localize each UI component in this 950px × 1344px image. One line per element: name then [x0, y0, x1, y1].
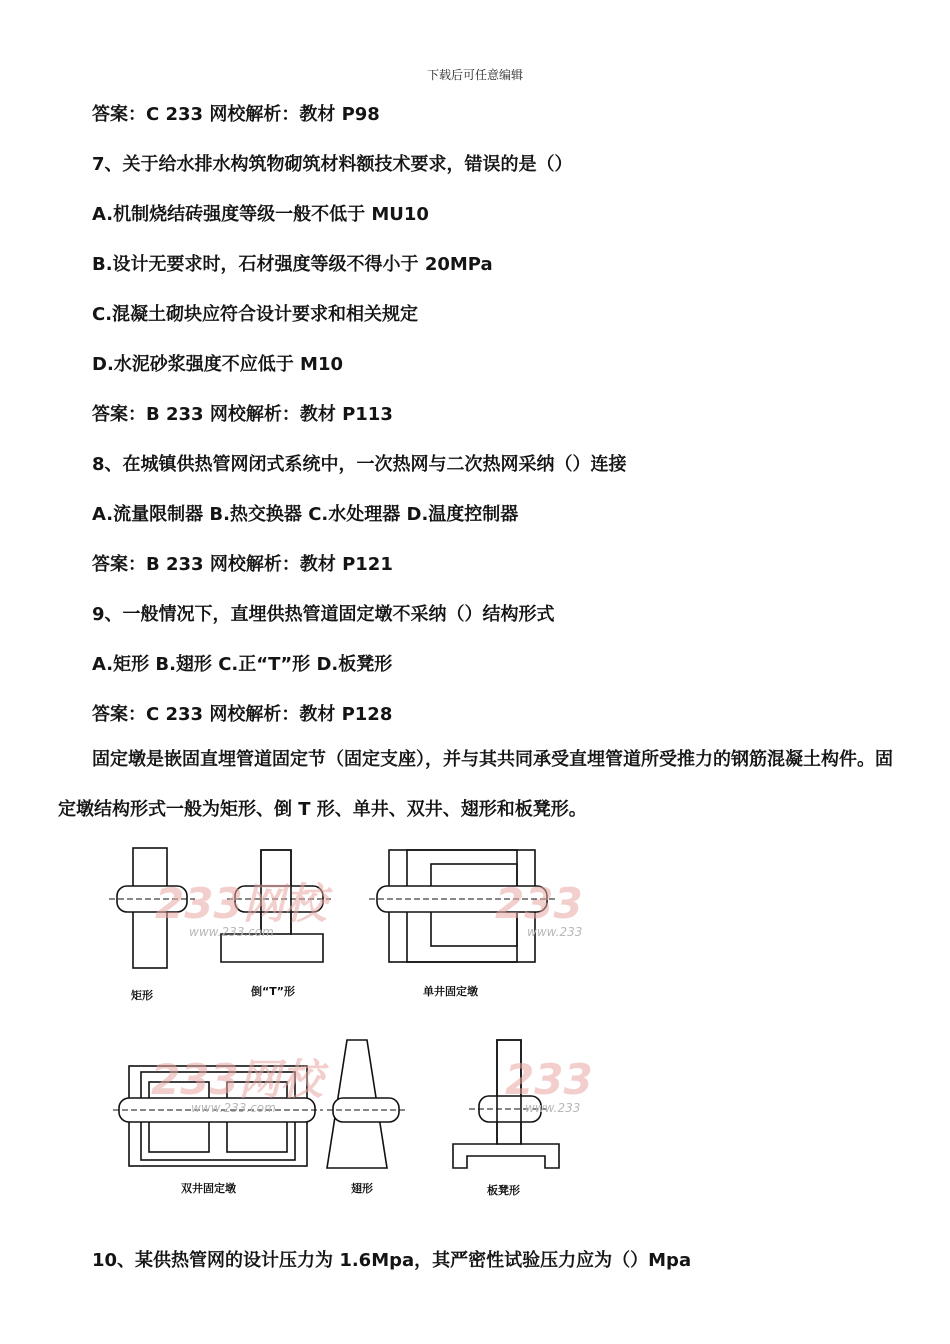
- label-double-well: 双井固定墩: [181, 1182, 236, 1195]
- watermark-url-1: www.233.com: [189, 925, 274, 939]
- question-9-options: A.矩形 B.翅形 C.正“T”形 D.板凳形: [92, 654, 393, 675]
- question-7-option-c: C.混凝土砌块应符合设计要求和相关规定: [92, 304, 419, 325]
- answer-9: 答案：C 233 网校解析：教材 P128: [92, 704, 393, 725]
- question-7-option-d: D.水泥砂浆强度不应低于 M10: [92, 354, 344, 375]
- header-note: 下载后可任意编辑: [426, 68, 523, 82]
- label-inv-t: 倒“T”形: [251, 985, 295, 998]
- watermark-url-3: www.233.com: [191, 1101, 276, 1115]
- fixed-pier-figure: [95, 838, 635, 1208]
- question-7: 7、关于给水排水构筑物砌筑材料额技术要求，错误的是（）: [92, 154, 573, 175]
- label-rect: 矩形: [131, 989, 153, 1002]
- question-10: 10、某供热管网的设计压力为 1.6Mpa，其严密性试验压力应为（）Mpa: [92, 1250, 692, 1271]
- label-wing: 翅形: [351, 1182, 373, 1195]
- watermark-4: 233: [505, 1055, 593, 1104]
- question-7-option-a: A.机制烧结砖强度等级一般不低于 MU10: [92, 204, 429, 225]
- answer-6: 答案：C 233 网校解析：教材 P98: [92, 104, 380, 125]
- explanation-text: 固定墩是嵌固直埋管道固定节（固定支座），并与其共同承受直埋管道所受推力的钢筋混凝土构件。固定墩结构形式一般为矩形、倒 T 形、单井、双井、翅形和板凳形。: [58, 749, 893, 820]
- wing-pier-drawing: [327, 1040, 405, 1168]
- watermark-3: 233网校: [151, 1055, 323, 1104]
- watermark-url-4: www.233: [525, 1101, 581, 1115]
- watermark-2: 233: [495, 879, 583, 928]
- question-9: 9、一般情况下，直埋供热管道固定墩不采纳（）结构形式: [92, 604, 555, 625]
- watermark-1: 233网校: [155, 879, 327, 928]
- watermark-url-2: www.233: [527, 925, 583, 939]
- label-bench: 板凳形: [487, 1184, 520, 1197]
- answer-8: 答案：B 233 网校解析：教材 P121: [92, 554, 393, 575]
- answer-7: 答案：B 233 网校解析：教材 P113: [92, 404, 393, 425]
- question-8: 8、在城镇供热管网闭式系统中，一次热网与二次热网采纳（）连接: [92, 454, 627, 475]
- question-7-option-b: B.设计无要求时，石材强度等级不得小于 20MPa: [92, 254, 493, 275]
- question-8-options: A.流量限制器 B.热交换器 C.水处理器 D.温度控制器: [92, 504, 519, 525]
- label-single-well: 单井固定墩: [423, 985, 478, 998]
- explanation-paragraph: [58, 735, 898, 835]
